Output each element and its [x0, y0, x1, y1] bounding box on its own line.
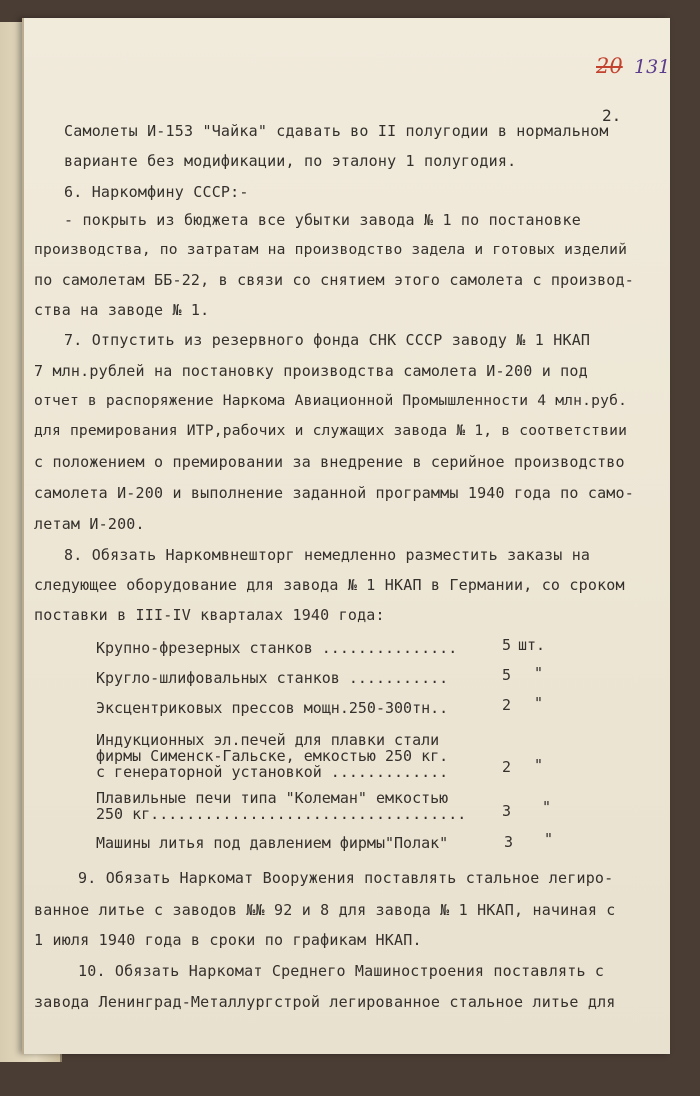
text-line: 6. Наркомфину СССР:- — [64, 183, 249, 201]
text-line: 8. Обязать Наркомвнешторг немедленно разместить заказы на — [64, 546, 591, 564]
text-line: - покрыть из бюджета все убытки завода № 1 по постановке — [64, 211, 581, 229]
archive-number-crossed: 20 — [596, 54, 623, 78]
equipment-qty: 5 — [502, 666, 512, 684]
archive-number: 131 — [634, 56, 671, 78]
equipment-qty: 2 — [502, 696, 512, 714]
text-line: 10. Обязать Наркомат Среднего Машиностроения поставлять с — [78, 962, 605, 980]
text-line: 7 млн.рублей на постановку производства самолета И-200 и под — [34, 362, 588, 380]
text-line: по самолетам ББ-22, в связи со снятием этого самолета с производ- — [34, 271, 634, 289]
equipment-name: Машины литья под давлением фирмы"Полак" — [96, 834, 449, 852]
text-line: ства на заводе № 1. — [34, 301, 210, 319]
document-page — [22, 18, 670, 1054]
equipment-name: Эксцентриковых прессов мощн.250-300тн.. — [96, 699, 449, 717]
equipment-qty: 3 — [504, 833, 514, 851]
equipment-unit: " — [534, 756, 544, 774]
equipment-qty: 3 — [502, 802, 512, 820]
equipment-unit: " — [544, 830, 554, 848]
text-line: для премирования ИТР,рабочих и служащих завода № 1, в соответствии — [34, 422, 628, 439]
equipment-unit: " — [534, 694, 544, 712]
equipment-unit: " — [534, 664, 544, 682]
text-line: отчет в распоряжение Наркома Авиационной Промышленности 4 млн.руб. — [34, 392, 628, 409]
text-line: с положением о премировании за внедрение в серийное производство — [34, 453, 625, 471]
text-line: завода Ленинград-Металлургстрой легированное стальное литье для — [34, 993, 616, 1011]
text-line: 7. Отпустить из резервного фонда СНК СССР заводу № 1 НКАП — [64, 331, 591, 349]
equipment-name: Индукционных эл.печей для плавки стали фирмы Сименск-Гальске, емкостью 250 кг. с генераторной установкой ............. — [96, 731, 449, 781]
text-line: варианте без модификации, по эталону 1 полугодия. — [64, 152, 517, 170]
text-line: ванное литье с заводов №№ 92 и 8 для завода № 1 НКАП, начиная с — [34, 901, 616, 919]
equipment-unit: " — [542, 798, 552, 816]
equipment-qty: 5 — [502, 636, 512, 654]
text-line: поставки в III-IV кварталах 1940 года: — [34, 606, 385, 624]
equipment-name: Плавильные печи типа "Колеман" емкостью 250 кг................................... — [96, 789, 467, 823]
equipment-qty: 2 — [502, 758, 512, 776]
equipment-unit: шт. — [518, 636, 546, 654]
text-line: Самолеты И-153 "Чайка" сдавать во II полугодии в нормальном — [64, 122, 609, 140]
page-number: 2. — [602, 106, 622, 125]
text-line: следующее оборудование для завода № 1 НКАП в Германии, со сроком — [34, 576, 625, 594]
text-line: летам И-200. — [34, 515, 145, 533]
equipment-name: Кругло-шлифовальных станков ........... — [96, 669, 449, 687]
text-line: самолета И-200 и выполнение заданной программы 1940 года по само- — [34, 484, 634, 502]
equipment-name: Крупно-фрезерных станков ............... — [96, 639, 458, 657]
text-line: 9. Обязать Наркомат Вооружения поставлять стальное легиро- — [78, 869, 614, 887]
text-line: 1 июля 1940 года в сроки по графикам НКАП. — [34, 931, 422, 949]
text-line: производства, по затратам на производство задела и готовых изделий — [34, 241, 628, 258]
